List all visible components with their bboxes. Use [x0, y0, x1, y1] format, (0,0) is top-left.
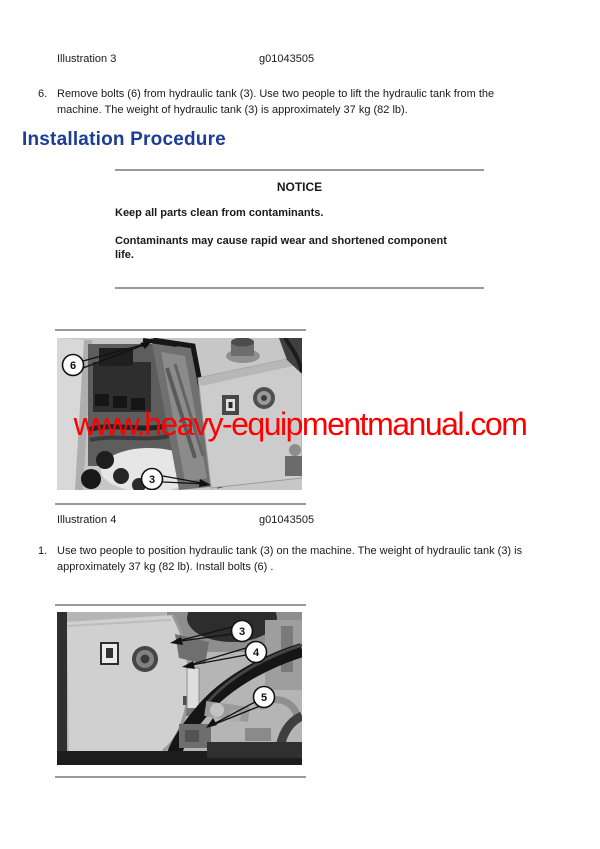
figure1-bottom-rule — [55, 503, 306, 505]
callout-5-label: 5 — [260, 692, 268, 704]
illustration3-code: g01043505 — [259, 53, 315, 65]
illustration4-code: g01043505 — [259, 514, 315, 526]
notice-para2-line1: Contaminants may cause rapid wear and shortened component — [115, 235, 447, 247]
step6-text — [57, 86, 494, 118]
step6-number: 6. — [38, 88, 48, 100]
step6-line2: machine. The weight of hydraulic tank (3) is approximately 37 kg (82 lb). — [57, 104, 408, 116]
notice-title: NOTICE — [276, 180, 323, 194]
notice-bottom-rule — [115, 287, 484, 289]
hydraulic-tank — [67, 615, 190, 751]
callout-6-label: 6 — [69, 360, 77, 372]
callout-3-label: 3 — [148, 474, 156, 486]
step1-line2: approximately 37 kg (82 lb). Install bolts (6) . — [57, 561, 274, 573]
illustration4-label: Illustration 4 — [57, 514, 117, 526]
step1-line1: Use two people to position hydraulic tank (3) on the machine. The weight of hydraulic tank (3) is — [57, 545, 523, 557]
figure2-top-rule — [55, 604, 306, 606]
step6-line1: Remove bolts (6) from hydraulic tank (3). Use two people to lift the hydraulic tank from the — [57, 88, 495, 100]
figure1-top-rule — [55, 329, 306, 331]
callout-4-label: 4 — [252, 647, 260, 659]
callout-3-label: 3 — [238, 626, 246, 638]
step1-number: 1. — [38, 545, 48, 557]
watermark-text: www.heavy-equipmentmanual.com — [73, 406, 527, 442]
section-heading: Installation Procedure — [22, 129, 226, 150]
notice-para2-line2: life. — [115, 249, 134, 261]
notice-para1: Keep all parts clean from contaminants. — [115, 207, 324, 219]
notice-top-rule — [115, 169, 484, 171]
illustration3-label: Illustration 3 — [57, 53, 117, 65]
step1-text — [57, 543, 522, 575]
figure2-bottom-rule — [55, 776, 306, 778]
notice-para2 — [115, 234, 447, 262]
hydraulic-tank-photo-2 — [57, 612, 302, 765]
